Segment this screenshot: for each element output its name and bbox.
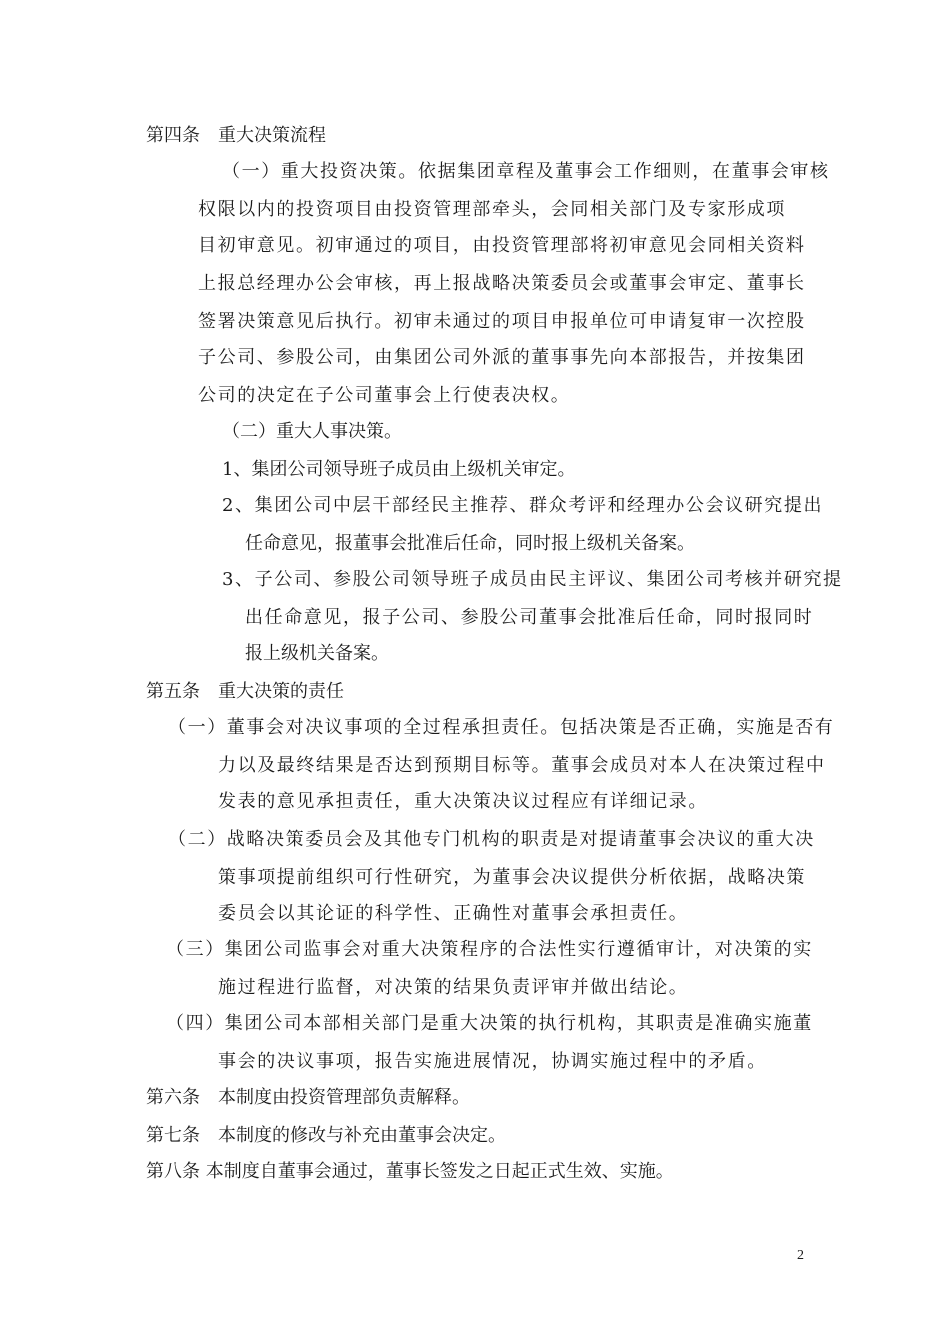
art5-p1-line: 发表的意见承担责任，重大决策决议过程应有详细记录。: [218, 791, 708, 812]
art4-p2-item: 1、集团公司领导班子成员由上级机关审定。: [222, 459, 576, 480]
art5-p3-line: 施过程进行监督，对决策的结果负责评审并做出结论。: [218, 977, 689, 998]
art5-p2-line: 策事项提前组织可行性研究，为董事会决议提供分析依据，战略决策: [218, 867, 806, 888]
article-6: 第六条 本制度由投资管理部负责解释。: [146, 1087, 470, 1108]
art4-p2-item-cont: 出任命意见，报子公司、参股公司董事会批准后任命，同时报同时: [245, 607, 814, 628]
art4-p2-item: 3、子公司、参股公司领导班子成员由民主评议、集团公司考核并研究提: [222, 569, 843, 590]
art4-p1-line: 上报总经理办公会审核，再上报战略决策委员会或董事会审定、董事长: [198, 273, 806, 294]
article-4-heading: 第四条 重大决策流程: [146, 125, 326, 146]
art4-p1-line: （一）重大投资决策。依据集团章程及董事会工作细则，在董事会审核: [222, 161, 830, 182]
art5-p1-line: 力以及最终结果是否达到预期目标等。董事会成员对本人在决策过程中: [218, 755, 826, 776]
art5-p4-line: （四）集团公司本部相关部门是重大决策的执行机构，其职责是准确实施董: [166, 1013, 813, 1034]
art5-p2-line: 委员会以其论证的科学性、正确性对董事会承担责任。: [218, 903, 689, 924]
art4-p1-line: 签署决策意见后执行。初审未通过的项目申报单位可申请复审一次控股: [198, 311, 806, 332]
art5-p1-line: （一）董事会对决议事项的全过程承担责任。包括决策是否正确，实施是否有: [168, 717, 835, 738]
art5-p2-line: （二）战略决策委员会及其他专门机构的职责是对提请董事会决议的重大决: [168, 829, 815, 850]
page-number: 2: [797, 1248, 804, 1263]
art4-p2-item: 2、集团公司中层干部经民主推荐、群众考评和经理办公会议研究提出: [222, 495, 824, 516]
article-7: 第七条 本制度的修改与补充由董事会决定。: [146, 1125, 506, 1146]
art4-p1-line: 目初审意见。初审通过的项目，由投资管理部将初审意见会同相关资料: [198, 235, 806, 256]
art4-p2-heading: （二）重大人事决策。: [222, 421, 402, 442]
art4-p1-line: 公司的决定在子公司董事会上行使表决权。: [198, 385, 571, 406]
art5-p4-line: 事会的决议事项，报告实施进展情况，协调实施过程中的矛盾。: [218, 1051, 767, 1072]
article-8: 第八条 本制度自董事会通过，董事长签发之日起正式生效、实施。: [146, 1161, 674, 1182]
art4-p1-line: 权限以内的投资项目由投资管理部牵头，会同相关部门及专家形成项: [198, 199, 786, 220]
art4-p2-item-cont: 报上级机关备案。: [245, 643, 389, 664]
article-5-heading: 第五条 重大决策的责任: [146, 681, 344, 702]
art4-p2-item-cont: 任命意见，报董事会批准后任命，同时报上级机关备案。: [245, 533, 695, 554]
art4-p1-line: 子公司、参股公司，由集团公司外派的董事事先向本部报告，并按集团: [198, 347, 806, 368]
art5-p3-line: （三）集团公司监事会对重大决策程序的合法性实行遵循审计，对决策的实: [166, 939, 813, 960]
